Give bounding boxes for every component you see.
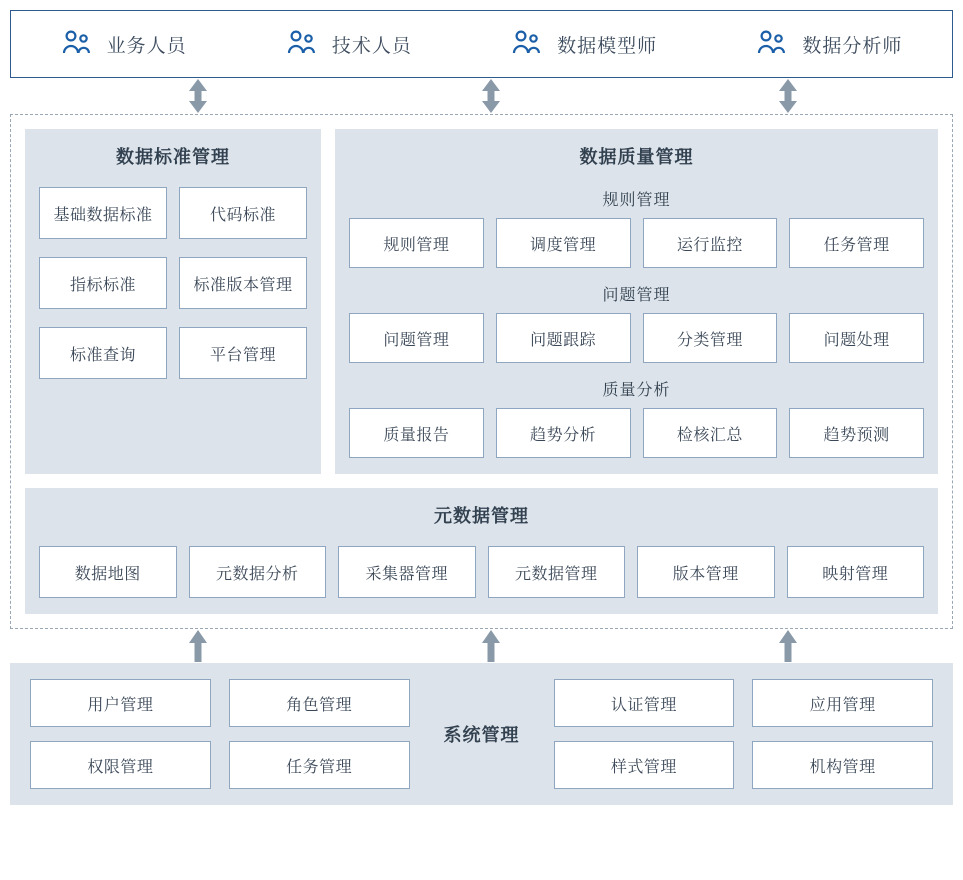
core-platform-container: [10, 114, 953, 629]
module-card[interactable]: 标准查询: [39, 327, 167, 379]
module-card[interactable]: 元数据管理: [488, 546, 626, 598]
group-subtitle: 质量分析: [602, 382, 671, 399]
arrow-up-icon: [775, 629, 801, 663]
connector-row-top: [10, 78, 953, 114]
roles-bar: [10, 10, 953, 78]
double-arrow-vertical-icon: [478, 78, 504, 114]
module-card[interactable]: 问题处理: [789, 313, 924, 363]
module-card[interactable]: 指标标准: [39, 257, 167, 309]
people-icon: [61, 29, 93, 59]
role-item[interactable]: [61, 29, 187, 59]
arrow-up-icon: [478, 629, 504, 663]
people-icon: [756, 29, 788, 59]
module-card[interactable]: 角色管理: [229, 679, 410, 727]
arrow-up-icon: [185, 629, 211, 663]
role-label: 数据分析师: [802, 35, 903, 57]
connector-row-bottom: [10, 629, 953, 663]
group-subtitle: 规则管理: [602, 192, 671, 209]
module-card[interactable]: 用户管理: [30, 679, 211, 727]
role-item[interactable]: [511, 29, 657, 59]
panel-title: 数据标准管理: [116, 147, 230, 167]
double-arrow-vertical-icon: [185, 78, 211, 114]
module-card[interactable]: 运行监控: [643, 218, 778, 268]
module-card[interactable]: 采集器管理: [338, 546, 476, 598]
system-left-grid: [30, 679, 410, 789]
module-card[interactable]: 问题跟踪: [496, 313, 631, 363]
people-icon: [511, 29, 543, 59]
module-card[interactable]: 基础数据标准: [39, 187, 167, 239]
module-card[interactable]: 趋势预测: [789, 408, 924, 458]
module-card[interactable]: 机构管理: [752, 741, 933, 789]
module-card[interactable]: 数据地图: [39, 546, 177, 598]
people-icon: [286, 29, 318, 59]
module-card[interactable]: 标准版本管理: [179, 257, 307, 309]
module-card[interactable]: 检核汇总: [643, 408, 778, 458]
group-subtitle: 问题管理: [602, 287, 671, 304]
module-card[interactable]: 任务管理: [789, 218, 924, 268]
role-item[interactable]: [756, 29, 902, 59]
panel-metadata: [25, 488, 938, 614]
module-card[interactable]: 调度管理: [496, 218, 631, 268]
module-card[interactable]: 应用管理: [752, 679, 933, 727]
module-card[interactable]: 趋势分析: [496, 408, 631, 458]
double-arrow-vertical-icon: [775, 78, 801, 114]
role-label: 数据模型师: [557, 35, 658, 57]
system-right-grid: [554, 679, 934, 789]
module-card[interactable]: 版本管理: [637, 546, 775, 598]
module-card[interactable]: 质量报告: [349, 408, 484, 458]
module-card[interactable]: 元数据分析: [189, 546, 327, 598]
role-label: 业务人员: [106, 35, 187, 57]
module-card[interactable]: 权限管理: [30, 741, 211, 789]
role-item[interactable]: [286, 29, 412, 59]
module-card[interactable]: 代码标准: [179, 187, 307, 239]
module-card[interactable]: 样式管理: [554, 741, 735, 789]
module-card[interactable]: 映射管理: [787, 546, 925, 598]
module-card[interactable]: 问题管理: [349, 313, 484, 363]
panel-title: 数据质量管理: [579, 147, 694, 167]
module-card[interactable]: 规则管理: [349, 218, 484, 268]
panel-data-quality: [335, 129, 938, 474]
panel-system-management: [10, 663, 953, 805]
module-card[interactable]: 任务管理: [229, 741, 410, 789]
module-card[interactable]: 认证管理: [554, 679, 735, 727]
module-card[interactable]: 分类管理: [643, 313, 778, 363]
panel-data-standards: [25, 129, 321, 474]
panel-title: 系统管理: [443, 725, 520, 745]
module-card[interactable]: 平台管理: [179, 327, 307, 379]
role-label: 技术人员: [331, 35, 412, 57]
panel-title: 元数据管理: [434, 506, 529, 526]
